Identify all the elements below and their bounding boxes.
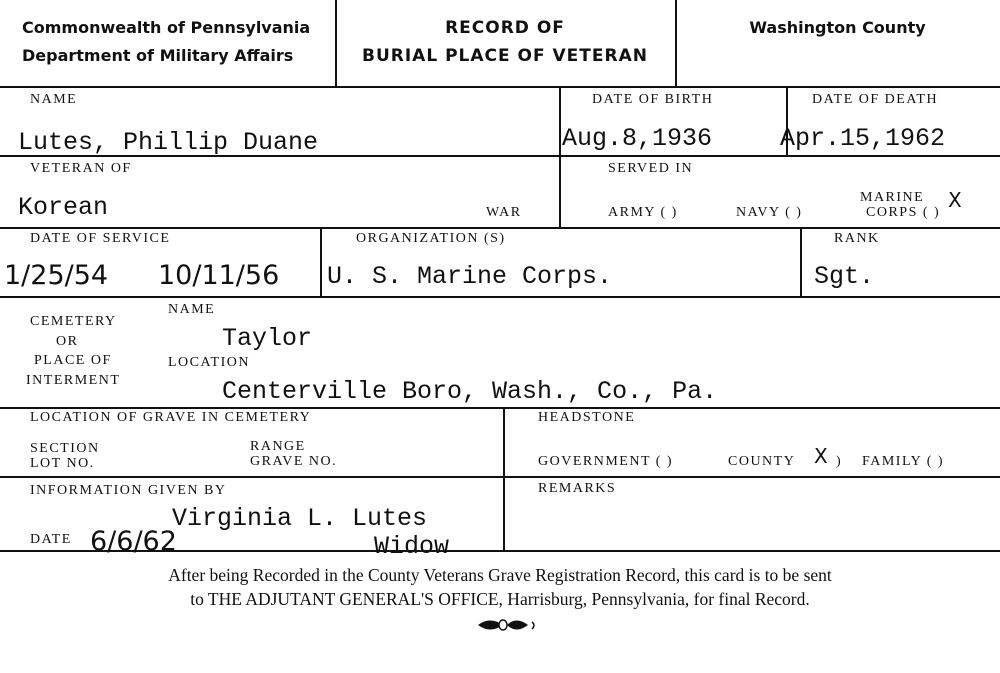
rule-cemetery-bottom	[0, 407, 1000, 409]
label-cemetery-name: NAME	[168, 302, 216, 317]
header-burial-place: BURIAL PLACE OF VETERAN	[362, 46, 648, 66]
header-divider-right	[675, 0, 677, 86]
rule-veteran-bottom	[0, 227, 1000, 229]
label-lot-no: LOT NO.	[30, 456, 95, 471]
value-rank: Sgt.	[814, 262, 875, 291]
label-name: NAME	[30, 92, 78, 107]
divider-name-dob	[559, 88, 561, 228]
header-record-of: RECORD OF	[445, 18, 565, 38]
rule-service-bottom	[0, 296, 1000, 298]
label-date: DATE	[30, 532, 72, 547]
label-county-headstone: COUNTY	[728, 454, 796, 469]
header-commonwealth: Commonwealth of Pennsylvania	[22, 18, 311, 37]
label-interment: INTERMENT	[26, 373, 121, 388]
label-war: WAR	[486, 205, 522, 220]
value-name: Lutes, Phillip Duane	[18, 128, 319, 157]
label-navy: NAVY ( )	[736, 205, 803, 220]
label-location-of-grave: LOCATION OF GRAVE IN CEMETERY	[30, 410, 312, 425]
value-cemetery-name: Taylor	[222, 324, 313, 353]
divider-grave-headstone	[503, 407, 505, 552]
value-organization: U. S. Marine Corps.	[327, 262, 613, 291]
printer-ornament-icon	[476, 614, 536, 636]
mark-marine-corps: X	[948, 188, 962, 212]
label-family: FAMILY ( )	[862, 454, 945, 469]
value-informant: Virginia L. Lutes	[172, 504, 428, 533]
value-date-of-birth: Aug.8,1936	[562, 124, 713, 153]
label-remarks: REMARKS	[538, 481, 617, 496]
label-date-of-birth: DATE OF BIRTH	[592, 92, 714, 107]
label-government: GOVERNMENT ( )	[538, 454, 674, 469]
mark-county: X	[814, 444, 828, 468]
value-date: 6/6/62	[90, 526, 177, 557]
label-date-of-service: DATE OF SERVICE	[30, 231, 171, 246]
divider-org-rank	[800, 227, 802, 297]
label-army: ARMY ( )	[608, 205, 678, 220]
rule-grave-bottom	[0, 476, 1000, 478]
label-grave-no: GRAVE NO.	[250, 454, 338, 469]
footer-instruction-line2: to THE ADJUTANT GENERAL'S OFFICE, Harrisburg, Pennsylvania, for final Record.	[190, 589, 810, 609]
label-location: LOCATION	[168, 355, 250, 370]
label-headstone: HEADSTONE	[538, 410, 636, 425]
value-service-end: 10/11/56	[158, 260, 280, 291]
label-marine: MARINE	[860, 190, 925, 205]
label-served-in: SERVED IN	[608, 161, 694, 176]
value-veteran-of: Korean	[18, 193, 109, 222]
label-rank: RANK	[834, 231, 880, 246]
footer-instruction-line1: After being Recorded in the County Veterans Grave Registration Record, this card is to be sent	[168, 565, 832, 585]
label-organization: ORGANIZATION (S)	[356, 231, 506, 246]
rule-header-bottom	[0, 86, 1000, 88]
value-date-of-death: Apr.15,1962	[780, 124, 946, 153]
value-relationship: Widow	[374, 532, 450, 561]
value-service-start: 1/25/54	[4, 260, 109, 291]
divider-service-org	[320, 227, 322, 297]
label-corps: CORPS ( )	[866, 205, 941, 220]
header-department: Department of Military Affairs	[22, 46, 294, 65]
label-information-given-by: INFORMATION GIVEN BY	[30, 483, 227, 498]
value-location: Centerville Boro, Wash., Co., Pa.	[222, 377, 718, 406]
label-place-of: PLACE OF	[34, 353, 112, 368]
label-section: SECTION	[30, 441, 100, 456]
label-or: OR	[56, 334, 79, 349]
label-cemetery: CEMETERY	[30, 314, 117, 329]
header-county: Washington County	[749, 18, 926, 37]
label-county-close-paren: )	[836, 454, 843, 469]
label-range: RANGE	[250, 439, 306, 454]
label-veteran-of: VETERAN OF	[30, 161, 132, 176]
label-date-of-death: DATE OF DEATH	[812, 92, 939, 107]
header-divider-left	[335, 0, 337, 86]
